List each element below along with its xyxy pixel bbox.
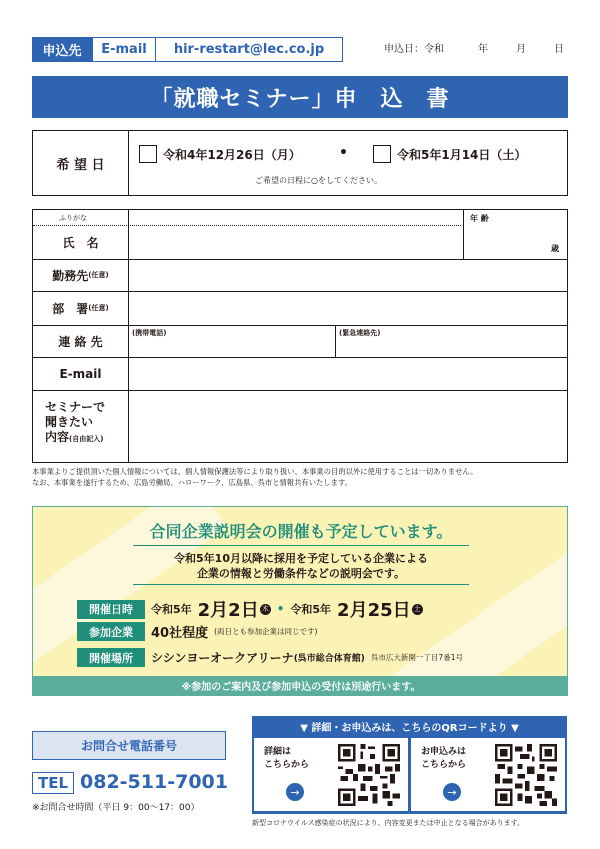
questions-label-line3: 内容 (45, 430, 70, 444)
inquiry-hours: ※お問合せ時間（平日 9：00〜17：00） (32, 803, 200, 813)
questions-label-line1: セミナーで (45, 400, 106, 414)
email-address-link[interactable]: hir-restart@lec.co.jp (156, 37, 343, 62)
venue-address: 呉市広大新開一丁目7番1号 (370, 653, 463, 662)
venue-tag: 開催場所 (77, 648, 145, 667)
apply-qr-line1: お申込みは (421, 747, 467, 757)
job-fair-subtitle (33, 551, 568, 581)
event-date-1-dow: 木 (261, 605, 269, 613)
age-unit: 歳 (551, 244, 559, 253)
event-date-2: 2月25日 (337, 600, 411, 621)
questions-textarea[interactable] (129, 391, 567, 462)
privacy-notice (32, 466, 477, 488)
covid-notice: 新型コロナウイルス感染症の状況により、内容変更または中止となる場合があります。 (252, 819, 525, 827)
apply-qr-line2: こちらから (421, 760, 467, 770)
venue-row (77, 648, 463, 667)
mobile-phone-label: (携帯電話) (132, 329, 167, 337)
details-qr-line2: こちらから (264, 760, 310, 770)
department-optional: (任意) (88, 304, 109, 312)
date-selection-table (32, 130, 568, 196)
job-fair-footer: ※参加のご案内及び参加申込の受付は別途行います。 (33, 676, 568, 695)
age-label: 年 齢 (470, 214, 489, 223)
email-input[interactable] (129, 358, 567, 390)
date-separator: • (339, 145, 348, 161)
department-input[interactable] (129, 292, 567, 325)
furigana-label: ふりがな (59, 214, 87, 222)
application-date-month: 月 (516, 44, 526, 55)
emergency-contact-label: (緊急連絡先) (339, 329, 381, 337)
application-date (384, 40, 564, 55)
questions-optional: (自由記入) (69, 435, 104, 443)
date-option-2-label: 令和5年1月14日（土） (397, 147, 527, 162)
details-qr-card[interactable] (254, 738, 408, 811)
emergency-contact-input[interactable] (336, 326, 567, 357)
participating-companies-row (77, 622, 317, 641)
event-date-1-prefix: 令和5年 (151, 603, 192, 616)
email-field-label: E-mail (59, 366, 102, 381)
job-fair-announcement (32, 506, 568, 696)
applicant-info-table (32, 209, 568, 463)
date-option-1-checkbox[interactable] (139, 145, 157, 163)
desired-date-label: 希 望 日 (56, 157, 105, 173)
date-selection-note: ご希望の日程に○をしてください。 (255, 176, 382, 185)
tel-label: TEL (32, 772, 74, 794)
contact-label: 連 絡 先 (58, 334, 103, 349)
participating-companies-tag: 参加企業 (77, 622, 145, 641)
job-fair-subtitle-2: 企業の情報と労働条件などの説明会です。 (196, 567, 406, 580)
workplace-optional: (任意) (88, 271, 109, 279)
department-label-text: 部 署 (52, 301, 89, 316)
name-input[interactable] (129, 226, 463, 259)
application-date-day: 日 (554, 44, 564, 55)
event-date-separator: • (276, 602, 285, 616)
questions-label (45, 400, 127, 447)
workplace-label (33, 259, 128, 291)
details-qr-text (264, 746, 309, 772)
qr-code-panel (252, 716, 567, 814)
application-date-year: 年 (478, 44, 488, 55)
participating-companies-note: (両日とも参加企業は同じです) (214, 627, 318, 636)
apply-qr-text (421, 746, 466, 772)
date-option-2-checkbox[interactable] (373, 145, 391, 163)
application-date-label: 申込日：令和 (384, 44, 444, 55)
event-date-1: 2月2日 (197, 600, 259, 621)
workplace-label-text: 勤務先 (52, 268, 89, 283)
questions-label-line2: 聞きたい (45, 415, 94, 429)
venue-paren: (呉市総合体育館) (293, 654, 365, 664)
inquiry-phone-heading: お問合せ電話番号 (32, 731, 226, 760)
name-label: 氏 名 (62, 236, 99, 250)
apply-qr-card[interactable] (411, 738, 565, 811)
email-label: E-mail (92, 37, 156, 62)
event-date-2-dow: 土 (413, 605, 421, 613)
venue-name: シシンヨーオークアリーナ (151, 651, 294, 665)
arrow-right-icon: → (286, 783, 304, 801)
apply-qr-code-icon[interactable] (495, 744, 557, 806)
event-dates-tag: 開催日時 (77, 600, 145, 619)
form-title: 「就職セミナー」申 込 書 (32, 76, 568, 118)
details-qr-line1: 詳細は (264, 747, 292, 757)
job-fair-title: 合同企業説明会の開催も予定しています。 (149, 522, 453, 541)
tel-number-link[interactable]: 082-511-7001 (80, 771, 228, 793)
privacy-line-2: なお、本事業を遂行するため、広島労働局、ハローワーク、広島県、呉市と情報共有いたします。 (32, 478, 352, 487)
qr-panel-heading: ▼ 詳細・お申込みは、こちらのQRコードより ▼ (300, 722, 519, 734)
department-label (33, 291, 128, 325)
event-date-2-prefix: 令和5年 (290, 603, 332, 616)
privacy-line-1: 本事業よりご提供頂いた個人情報については、個人情報保護法等により取り扱い、本事業の目的以外に使用することは一切ありません。 (32, 467, 478, 476)
event-dates-row (77, 596, 423, 622)
furigana-input[interactable] (129, 210, 463, 225)
job-fair-subtitle-1: 令和5年10月以降に採用を予定している企業による (174, 552, 428, 565)
date-option-1-label: 令和4年12月26日（月） (163, 147, 301, 162)
arrow-right-icon: → (443, 783, 461, 801)
participating-companies-value: 40社程度 (151, 626, 209, 641)
workplace-input[interactable] (129, 260, 567, 291)
details-qr-code-icon[interactable] (338, 744, 400, 806)
apply-to-label: 申込先 (32, 37, 92, 62)
mobile-phone-input[interactable] (129, 326, 335, 357)
